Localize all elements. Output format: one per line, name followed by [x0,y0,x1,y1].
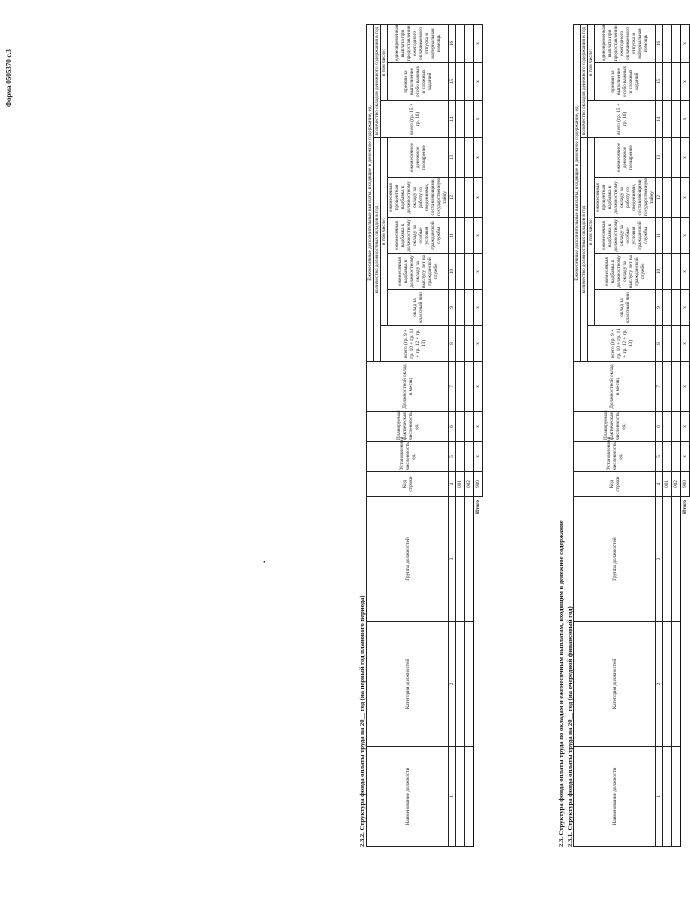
cell[interactable] [663,412,672,442]
cell[interactable] [465,138,474,178]
header-bonuses: премии за выполнение особо важных и сложных заданий [388,63,449,101]
total-code: 900 [681,472,690,497]
cell[interactable] [663,101,672,138]
cell[interactable] [663,497,672,622]
subsection-1-title: 2.3.1. Структура фонда оплаты труда на 20__ год (на очередной финансовый год) [567,606,574,847]
header-monthly-payments-group: Ежемесячные дополнительные выплаты, входящие в денежное содержание, ед. [367,25,374,362]
header-state-secret: ежемесячная процентная надбавка к должностному окладу за работу со сведениями, составляющими государственную тайну [388,177,448,216]
cell[interactable] [456,254,465,290]
cell[interactable] [672,497,681,622]
cell[interactable] [456,747,465,847]
table-row [672,25,681,847]
cell[interactable] [465,412,474,442]
header-position-name: Наименование должности [574,747,656,847]
x-mark: x [474,178,483,218]
col-num: 8 [449,326,456,362]
x-mark: x [474,218,483,254]
col-num: 6 [656,412,663,442]
cell[interactable] [672,622,681,747]
cell[interactable] [663,290,672,326]
total-label: Итого [475,500,482,514]
x-mark: x [474,25,483,63]
cell[interactable] [456,362,465,412]
cell[interactable] [465,442,474,472]
cell[interactable] [663,442,672,472]
x-mark: x [474,442,483,472]
cell[interactable] [672,290,681,326]
cell[interactable] [663,138,672,178]
cell[interactable] [465,101,474,138]
cell[interactable] [456,412,465,442]
header-monthly-payments-group: Ежемесячные дополнительные выплаты, входящие в денежное содержание, ед. [574,25,581,362]
cell[interactable] [465,326,474,362]
header-special-conditions: ежемесячная надбавка к должностному окладу за особые условия гражданской службы [595,218,656,254]
cell[interactable] [672,101,681,138]
cell[interactable] [465,25,474,63]
row-code: 002 [672,472,681,497]
cell[interactable] [465,63,474,101]
col-num: 8 [656,326,663,362]
cell[interactable] [663,747,672,847]
col-num: 15 [656,63,663,101]
header-established-headcount: Установленная численность, ед. [367,442,449,472]
row-code: 002 [465,472,474,497]
col-num: 4 [656,472,663,497]
col-num: 3 [449,497,456,622]
cell[interactable] [663,25,672,63]
col-num: 6 [449,412,456,442]
header-monthly-salary: Должностной оклад в месяц [574,362,656,412]
header-total-2: всего (гр. 15 + гр. 16) [588,101,656,138]
header-row-code: Код строки [367,472,449,497]
col-num: 12 [449,178,456,218]
col-num: 9 [449,290,456,326]
col-num: 2 [656,622,663,747]
header-planned-headcount: Планируемая фактическая численность, ед. [367,412,449,442]
header-total-1: всего (гр. 9 + гр. 10 + гр. 11 + гр. 12 + гр. 13) [588,326,656,362]
header-established-headcount: Установленная численность, ед. [574,442,656,472]
col-num: 3 [656,497,663,622]
cell[interactable] [456,63,465,101]
stray-mark: • [261,560,269,563]
cell[interactable] [456,497,465,622]
col-num: 7 [449,362,456,412]
cell[interactable] [663,218,672,254]
col-num: 4 [449,472,456,497]
col-num: 16 [449,25,456,63]
x-mark: x [681,412,690,442]
header-including-2: в том числе: [381,25,388,101]
cell[interactable] [465,362,474,412]
cell[interactable] [456,138,465,178]
header-planned-headcount: Планируемая фактическая численность, ед. [574,412,656,442]
section-title: 2.3. Структура фонда оплаты труда по окладам и ежемесячным выплатам, входящим в денежное содержание [558,520,565,847]
x-mark: x [681,218,690,254]
x-mark: x [474,326,483,362]
x-mark: x [681,290,690,326]
cell[interactable] [456,442,465,472]
x-mark: x [681,138,690,178]
cell[interactable] [663,622,672,747]
header-total-1: всего (гр. 9 + гр. 10 + гр. 11 + гр. 12 + гр. 13) [381,326,449,362]
cell[interactable] [672,218,681,254]
header-one-time-payment: единовременная выплата при предоставлении ежегодного оплачиваемого отпуска и материальная помощь [595,25,656,63]
cell[interactable] [465,497,474,622]
x-mark: x [474,412,483,442]
col-num: 16 [656,25,663,63]
header-state-secret: ежемесячная процентная надбавка к должностному окладу за работу со сведениями, составляющими государственную тайну [595,177,655,216]
x-mark: x [681,326,690,362]
x-mark: x [681,63,690,101]
col-num: 5 [656,442,663,472]
x-mark: x [474,138,483,178]
cell[interactable] [465,290,474,326]
cell[interactable] [465,747,474,847]
header-position-group: Группа должностей [367,497,449,622]
table-row [663,25,672,847]
cell[interactable] [456,290,465,326]
header-incentive: ежемесячное денежное поощрение [595,138,656,178]
cell[interactable] [672,412,681,442]
header-position-name: Наименование должности [367,747,449,847]
cell[interactable] [672,254,681,290]
cell[interactable] [465,218,474,254]
cell[interactable] [672,326,681,362]
cell[interactable] [663,254,672,290]
x-mark: x [681,25,690,63]
header-class-rank: оклад за классный чин [595,290,656,326]
cell[interactable] [672,138,681,178]
col-num: 5 [449,442,456,472]
col-num: 9 [656,290,663,326]
total-row [474,25,483,847]
header-including-2: в том числе: [588,25,595,101]
table-row [456,25,465,847]
header-position-category: Категория должностей [574,622,656,747]
cell[interactable] [672,25,681,63]
header-incentive: ежемесячное денежное поощрение [388,138,449,178]
col-num: 2 [449,622,456,747]
total-code: 900 [474,472,483,497]
x-mark: x [474,290,483,326]
header-row-code: Код строки [574,472,656,497]
header-one-time-payment: единовременная выплата при предоставлении ежегодного оплачиваемого отпуска и материальная помощь [388,25,449,63]
col-num: 1 [656,747,663,847]
row-code: 001 [663,472,672,497]
header-count-salaries-pay: количество окладов денежного содержания в год [374,25,381,138]
x-mark: x [681,101,690,138]
cell[interactable] [456,622,465,747]
col-num: 13 [656,138,663,178]
header-position-group: Группа должностей [574,497,656,622]
col-num: 10 [449,254,456,290]
subsection-2-title: 2.3.2. Структура фонда оплаты труда на 20__ год (на первый год планового периода) [359,595,366,847]
cell[interactable] [663,178,672,218]
header-position-category: Категория должностей [367,622,449,747]
col-num: 11 [449,218,456,254]
cell[interactable] [672,747,681,847]
col-num: 13 [449,138,456,178]
x-mark: x [681,254,690,290]
col-num: 11 [656,218,663,254]
x-mark: x [474,254,483,290]
total-row [681,25,690,847]
cell[interactable] [672,63,681,101]
cell[interactable] [663,63,672,101]
cell[interactable] [456,25,465,63]
row-code: 001 [456,472,465,497]
cell[interactable] [456,178,465,218]
header-monthly-salary: Должностной оклад в месяц [367,362,449,412]
table-2-3-1 [573,24,690,847]
header-including-1: в том числе: [381,138,388,326]
col-num: 7 [656,362,663,412]
header-total-2: всего (гр. 15 + гр. 16) [381,101,449,138]
total-label: Итого [682,500,689,514]
cell[interactable] [465,622,474,747]
cell[interactable] [456,218,465,254]
cell[interactable] [672,178,681,218]
col-num: 1 [449,747,456,847]
cell[interactable] [663,326,672,362]
x-mark: x [681,178,690,218]
header-count-salaries-pay: количество окладов денежного содержания в год [581,25,588,138]
table-row [465,25,474,847]
header-bonuses: премии за выполнение особо важных и сложных заданий [595,63,656,101]
header-count-salaries-year: количество должностных окладов в год [581,138,588,362]
col-num: 12 [656,178,663,218]
header-long-service: ежемесячная надбавка к должностному окладу за выслугу лет на гражданской службе [388,254,449,290]
col-num: 14 [656,101,663,138]
cell[interactable] [456,326,465,362]
cell[interactable] [465,254,474,290]
x-mark: x [474,362,483,412]
cell[interactable] [663,362,672,412]
cell[interactable] [456,101,465,138]
header-special-conditions: ежемесячная надбавка к должностному окладу за особые условия гражданской службы [388,218,449,254]
header-count-salaries-year: количество должностных окладов в год [374,138,381,362]
header-long-service: ежемесячная надбавка к должностному окладу за выслугу лет на гражданской службе [595,254,656,290]
cell[interactable] [672,442,681,472]
col-num: 15 [449,63,456,101]
x-mark: x [474,63,483,101]
cell[interactable] [465,178,474,218]
x-mark: x [474,101,483,138]
table-2-3-2 [366,24,483,847]
col-num: 14 [449,101,456,138]
cell[interactable] [672,362,681,412]
x-mark: x [681,442,690,472]
form-code: Форма 0505370 с.3 [5,49,13,107]
header-including-1: в том числе: [588,138,595,326]
col-num: 10 [656,254,663,290]
x-mark: x [681,362,690,412]
header-class-rank: оклад за классный чин [388,290,449,326]
